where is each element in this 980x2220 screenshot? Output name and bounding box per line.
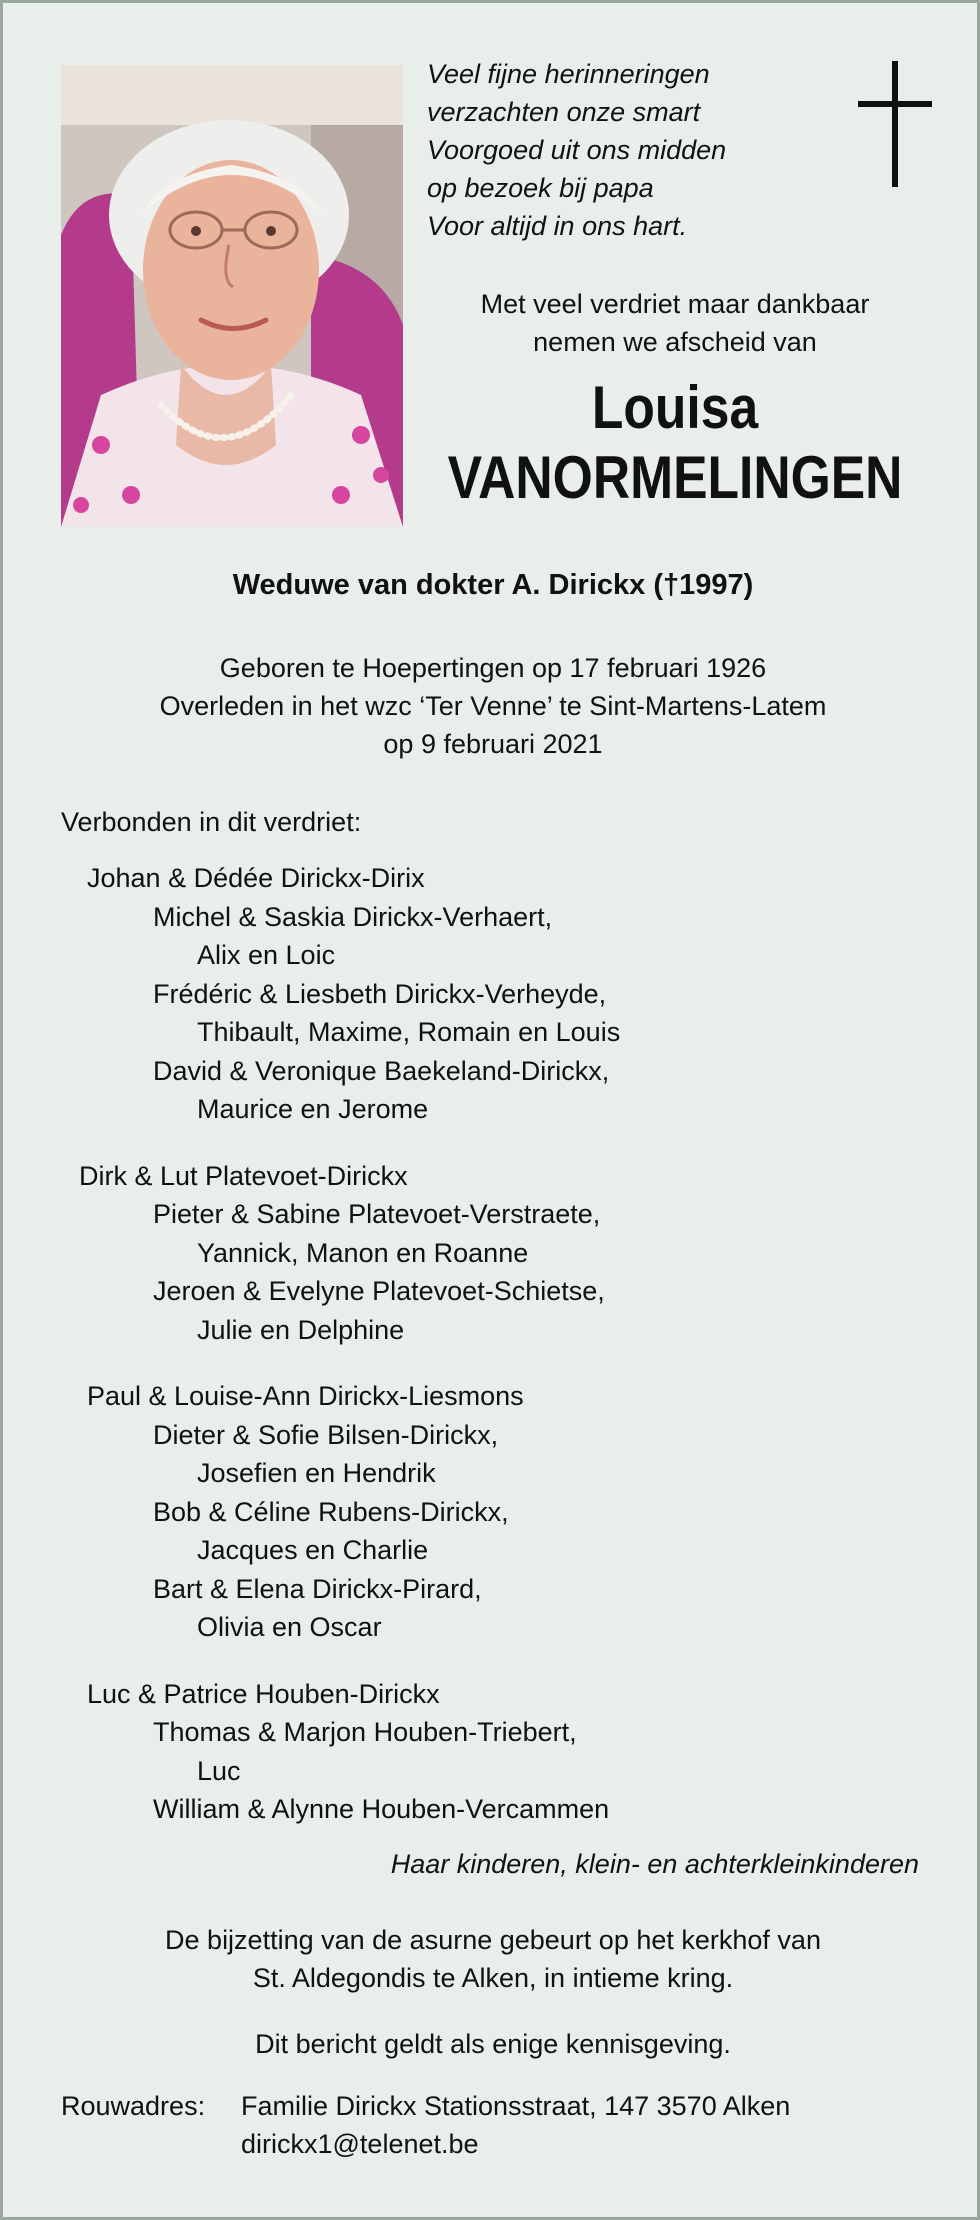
family-children: Yannick, Manon en Roanne (197, 1237, 529, 1268)
family-children: Jacques en Charlie (197, 1535, 429, 1565)
burial-line: St. Aldegondis te Alken, in intieme kring. (252, 1963, 734, 1993)
intro-line: Met veel verdriet maar dankbaar (480, 289, 870, 319)
address-value (241, 2087, 790, 2163)
family-couple: Dieter & Sofie Bilsen-Dirickx, (153, 1419, 499, 1450)
burial-notice (3, 1921, 980, 1997)
first-name: Louisa (591, 374, 759, 441)
poem-line: Voorgoed uit ons midden (427, 135, 727, 165)
official-notice: Dit bericht geldt als enige kennisgeving. (255, 2029, 731, 2059)
portrait-photo (61, 65, 403, 527)
widow-line: Weduwe van dokter A. Dirickx (†1997) (232, 569, 754, 601)
family-couple: Pieter & Sabine Platevoet-Verstraete, (153, 1199, 601, 1229)
cross-icon (858, 61, 934, 189)
poem-line: op bezoek bij papa (427, 173, 654, 203)
family-couple: Bob & Céline Rubens-Dirickx, (153, 1496, 509, 1527)
family-children: Olivia en Oscar (197, 1612, 382, 1642)
poem (427, 55, 827, 245)
poem-line: Veel fijne herinneringen (427, 59, 710, 89)
address-email[interactable]: dirickx1@telenet.be (241, 2129, 479, 2159)
family-list (3, 859, 980, 1829)
last-name: VANORMELINGEN (447, 444, 903, 511)
family-children: Josefien en Hendrik (197, 1458, 436, 1488)
mourners-heading: Verbonden in dit verdriet: (61, 807, 362, 837)
family-head: Dirk & Lut Platevoet-Dirickx (79, 1160, 408, 1191)
family-children: Julie en Delphine (197, 1314, 405, 1345)
family-couple: William & Alynne Houben-Vercammen (153, 1794, 610, 1824)
burial-line: De bijzetting van de asurne gebeurt op het kerkhof van (165, 1925, 821, 1955)
intro-text (407, 285, 943, 361)
family-head: Luc & Patrice Houben-Dirickx (87, 1678, 440, 1709)
poem-line: Voor altijd in ons hart. (427, 211, 688, 241)
intro-line: nemen we afscheid van (533, 327, 817, 357)
family-head: Paul & Louise-Ann Dirickx-Liesmons (87, 1381, 524, 1411)
family-head: Johan & Dédée Dirickx-Dirix (87, 863, 425, 893)
family-couple: Bart & Elena Dirickx-Pirard, (153, 1573, 482, 1604)
family-children: Alix en Loic (197, 940, 336, 970)
family-signoff: Haar kinderen, klein- en achterkleinkinderen (390, 1849, 919, 1879)
born-line: Geboren te Hoepertingen op 17 februari 1926 (219, 653, 767, 683)
family-children: Thibault, Maxime, Romain en Louis (197, 1017, 621, 1047)
poem-line: verzachten onze smart (427, 97, 701, 127)
deceased-name (445, 373, 906, 513)
died-line: Overleden in het wzc ‘Ter Venne’ te Sint-Martens-Latem (159, 691, 827, 721)
family-couple: Thomas & Marjon Houben-Triebert, (153, 1717, 577, 1747)
family-couple: Jeroen & Evelyne Platevoet-Schietse, (153, 1276, 605, 1306)
family-couple: Frédéric & Liesbeth Dirickx-Verheyde, (153, 978, 607, 1009)
family-children: Maurice en Jerome (197, 1094, 429, 1124)
life-dates (3, 649, 980, 763)
address-label: Rouwadres: (61, 2091, 206, 2121)
family-children: Luc (197, 1755, 241, 1786)
address-street: Familie Dirickx Stationsstraat, 147 3570 Alken (241, 2091, 791, 2121)
family-couple: Michel & Saskia Dirickx-Verhaert, (153, 901, 553, 932)
family-couple: David & Veronique Baekeland-Dirickx, (153, 1055, 610, 1086)
died-date-line: op 9 februari 2021 (383, 729, 603, 759)
